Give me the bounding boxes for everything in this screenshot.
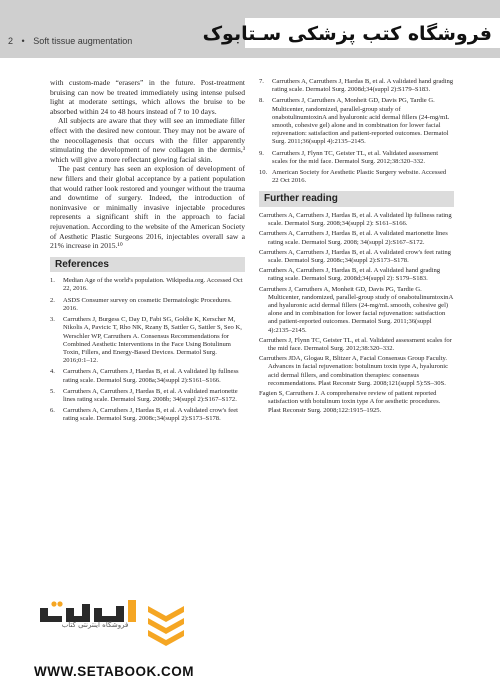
reference-item	[50, 388, 245, 404]
further-reading-item: Carruthers A, Carruthers J, Hardas B, et al. A validated marionette lines rating scale. Dermatol Surg. 2008; 34(suppl 2):S167–S172.	[259, 230, 448, 246]
reference-text: Carruthers J, Carruthers A, Monheit GD, Davis PG, Tardie G. Multicenter, randomized, parallel-group study of onabotulinumtoxinA and hyaluronic acid dermal fillers (24-mg/mL smooth, cohesive gel) alone and in combination for lower facial rejuvenation: satisfaction and patient-reported outcomes. Dermatol Surg. 2011;36(suppl 4):2135–2145.	[272, 97, 450, 146]
reference-text: Carruthers A, Carruthers J, Hardas B, et al. A validated marionette lines rating scale. Dermatol Surg. 2008b; 34(suppl 2):S167–S172.	[63, 387, 238, 403]
body-paragraph: with custom-made “erasers” in the future. Post-treatment bruising can now be treated immediately using intense pulsed light at moderate settings, which allows the bruise to be absorbed within 24 to 48 hours instead of 7 to 10 days.	[50, 78, 245, 116]
further-reading-heading: Further reading	[259, 191, 454, 207]
reference-number: 6.	[50, 407, 55, 415]
further-reading-item: Carruthers A, Carruthers J, Hardas B, et al. A validated crow's feet rating scale. Dermatol Surg. 2008c;34(suppl 2):S173–S178.	[259, 248, 451, 265]
reference-number: 8.	[259, 97, 264, 105]
reference-text: American Society for Aesthetic Plastic Surgery website. Accessed 22 Oct 2016.	[272, 169, 447, 185]
logo-caption: فروشگاه اینترنتی کتاب	[61, 621, 129, 629]
reference-text: Carruthers A, Carruthers J, Hardas B, et al. A validated hand grading rating scale. Dermatol Surg. 2008d;34(suppl 2):S179–S183.	[272, 78, 454, 94]
reference-number: 3.	[50, 316, 55, 324]
reference-text: Carruthers J, Flynn TC, Geister TL, et al. Validated assessment scales for the mid face. Dermatol Surg. 2012;38:320–332.	[272, 149, 439, 165]
reference-item	[50, 277, 245, 293]
reference-text: ASDS Consumer survey on cosmetic Dermatologic Procedures. 2016.	[63, 296, 232, 312]
website-url[interactable]: WWW.SETABOOK.COM	[34, 664, 194, 679]
page-number: 2	[8, 36, 14, 46]
reference-text: Carruthers A, Carruthers J, Hardas B, et al. A validated crow's feet rating scale. Dermatol Surg. 2008c;34(suppl 2):S173–S178.	[63, 407, 238, 423]
header-bullet: •	[21, 36, 25, 46]
further-reading-item: Carruthers A, Carruthers J, Hardas B, et al. A validated lip fullness rating scale. Dermatol Surg. 2008;34(suppl 2): S161–S166.	[259, 212, 452, 228]
reference-item	[259, 78, 454, 94]
reference-number: 4.	[50, 368, 55, 376]
reference-item	[259, 97, 454, 146]
reference-item	[50, 407, 245, 423]
logo-book-mark	[148, 606, 184, 646]
body-paragraph: The past century has seen an explosion of development of new fillers and their global acceptance by a patient population that would rather look restored and younger without the trauma and downtime of surgery. Indeed, the introduction of noninvasive or minimally invasive injectable procedures represents a significant shift in the approach to facial rejuvenation. According to the website of the American Society of Aesthetic Plastic Surgeons 2016, injectables overall saw a 21% increase in 2015.¹⁰	[50, 164, 245, 251]
reference-text: Carruthers A, Carruthers J, Hardas B, et al. A validated lip fullness rating scale. Dermatol Surg. 2008a;34(suppl 2):S161–S166.	[63, 368, 239, 384]
body-paragraph: All subjects are aware that they will see an immediate filler effect with the desired new contour. They may not be aware of the neocollagenesis that occurs with the filler apparently stimulating the development of new collagen in the dermis,³ which will give a more reflectant glowing facial skin.	[50, 116, 245, 164]
reference-number: 9.	[259, 149, 264, 157]
chapter-title: Soft tissue augmentation	[33, 36, 133, 46]
reference-number: 5.	[50, 387, 55, 395]
reference-item	[50, 316, 245, 365]
further-reading-item: Carruthers A, Carruthers J, Hardas B, et al. A validated hand grading rating scale. Dermatol Surg. 2008d;34(suppl 2): S179–S183.	[259, 267, 441, 283]
logo-wordmark	[40, 600, 136, 622]
references-heading: References	[50, 257, 245, 273]
further-reading-item: Carruthers JDA, Glogau R, Blitzer A, Facial Consensus Group Faculty. Advances in facial rejuvenation: botulinum toxin type A, hyaluronic acid dermal fillers, and combination therapies: consensus recommendations. Plast Reconstr Surg. 2008;121(suppl 5):5S–30S.	[259, 355, 449, 387]
reference-number: 10.	[259, 169, 268, 177]
reference-number: 1.	[50, 277, 55, 285]
reference-item	[259, 150, 454, 166]
further-reading-item: Carruthers J, Flynn TC, Geister TL, et al. Validated assessment scales for the mid face. Dermatol Surg. 2012;38:320–332.	[259, 336, 452, 353]
reference-text: Carruthers J, Burgess C, Day D, Fabi SG, Goldie K, Kerscher M, Nikolis A, Pavicic T, Rho NK, Rzany B, Sattler G, Sattler S, Seo K, Werschler WP, Carruthers A. Consensus Recommendations for Combined Aesthetic Interventions in the Face Using Botulinum Toxin, Fillers, and Energy-Based Devices. Dermatol Surg. 2016;0:1–12.	[63, 316, 242, 365]
running-header	[8, 36, 132, 50]
reference-number: 7.	[259, 78, 264, 85]
brand-title: فروشگاه کتب پزشکی سـتابوک	[202, 23, 492, 45]
further-reading-item: Fagien S, Carruthers J. A comprehensive review of patient reported satisfaction with botulinum toxin type A for aesthetic procedures. Plast Reconstr Surg. 2008;122:1915–1925.	[259, 390, 441, 414]
reference-number: 2.	[50, 296, 55, 304]
left-column	[50, 78, 245, 427]
reference-item	[259, 169, 454, 185]
reference-item	[50, 368, 245, 384]
right-column	[259, 78, 454, 417]
further-reading-item: Carruthers J, Carruthers A, Monheit GD, Davis PG, Tardie G. Multicenter, randomized, parallel-group study of onabotulinumtoxinA and hyaluronic acid dermal fillers (24-mg/mL smooth, cohesive gel) alone and in combination for lower facial rejuvenation: satisfaction and patient-reported outcomes. Dermatol Surg. 2011;36(suppl 4):2135–2145.	[259, 285, 453, 334]
reference-list-continued	[259, 78, 454, 185]
reference-text: Median Age of the world's population. Wikipedia.org. Accessed Oct 22, 2016.	[63, 277, 243, 293]
further-reading-list	[259, 212, 454, 415]
reference-item	[50, 297, 245, 313]
reference-list	[50, 277, 245, 423]
